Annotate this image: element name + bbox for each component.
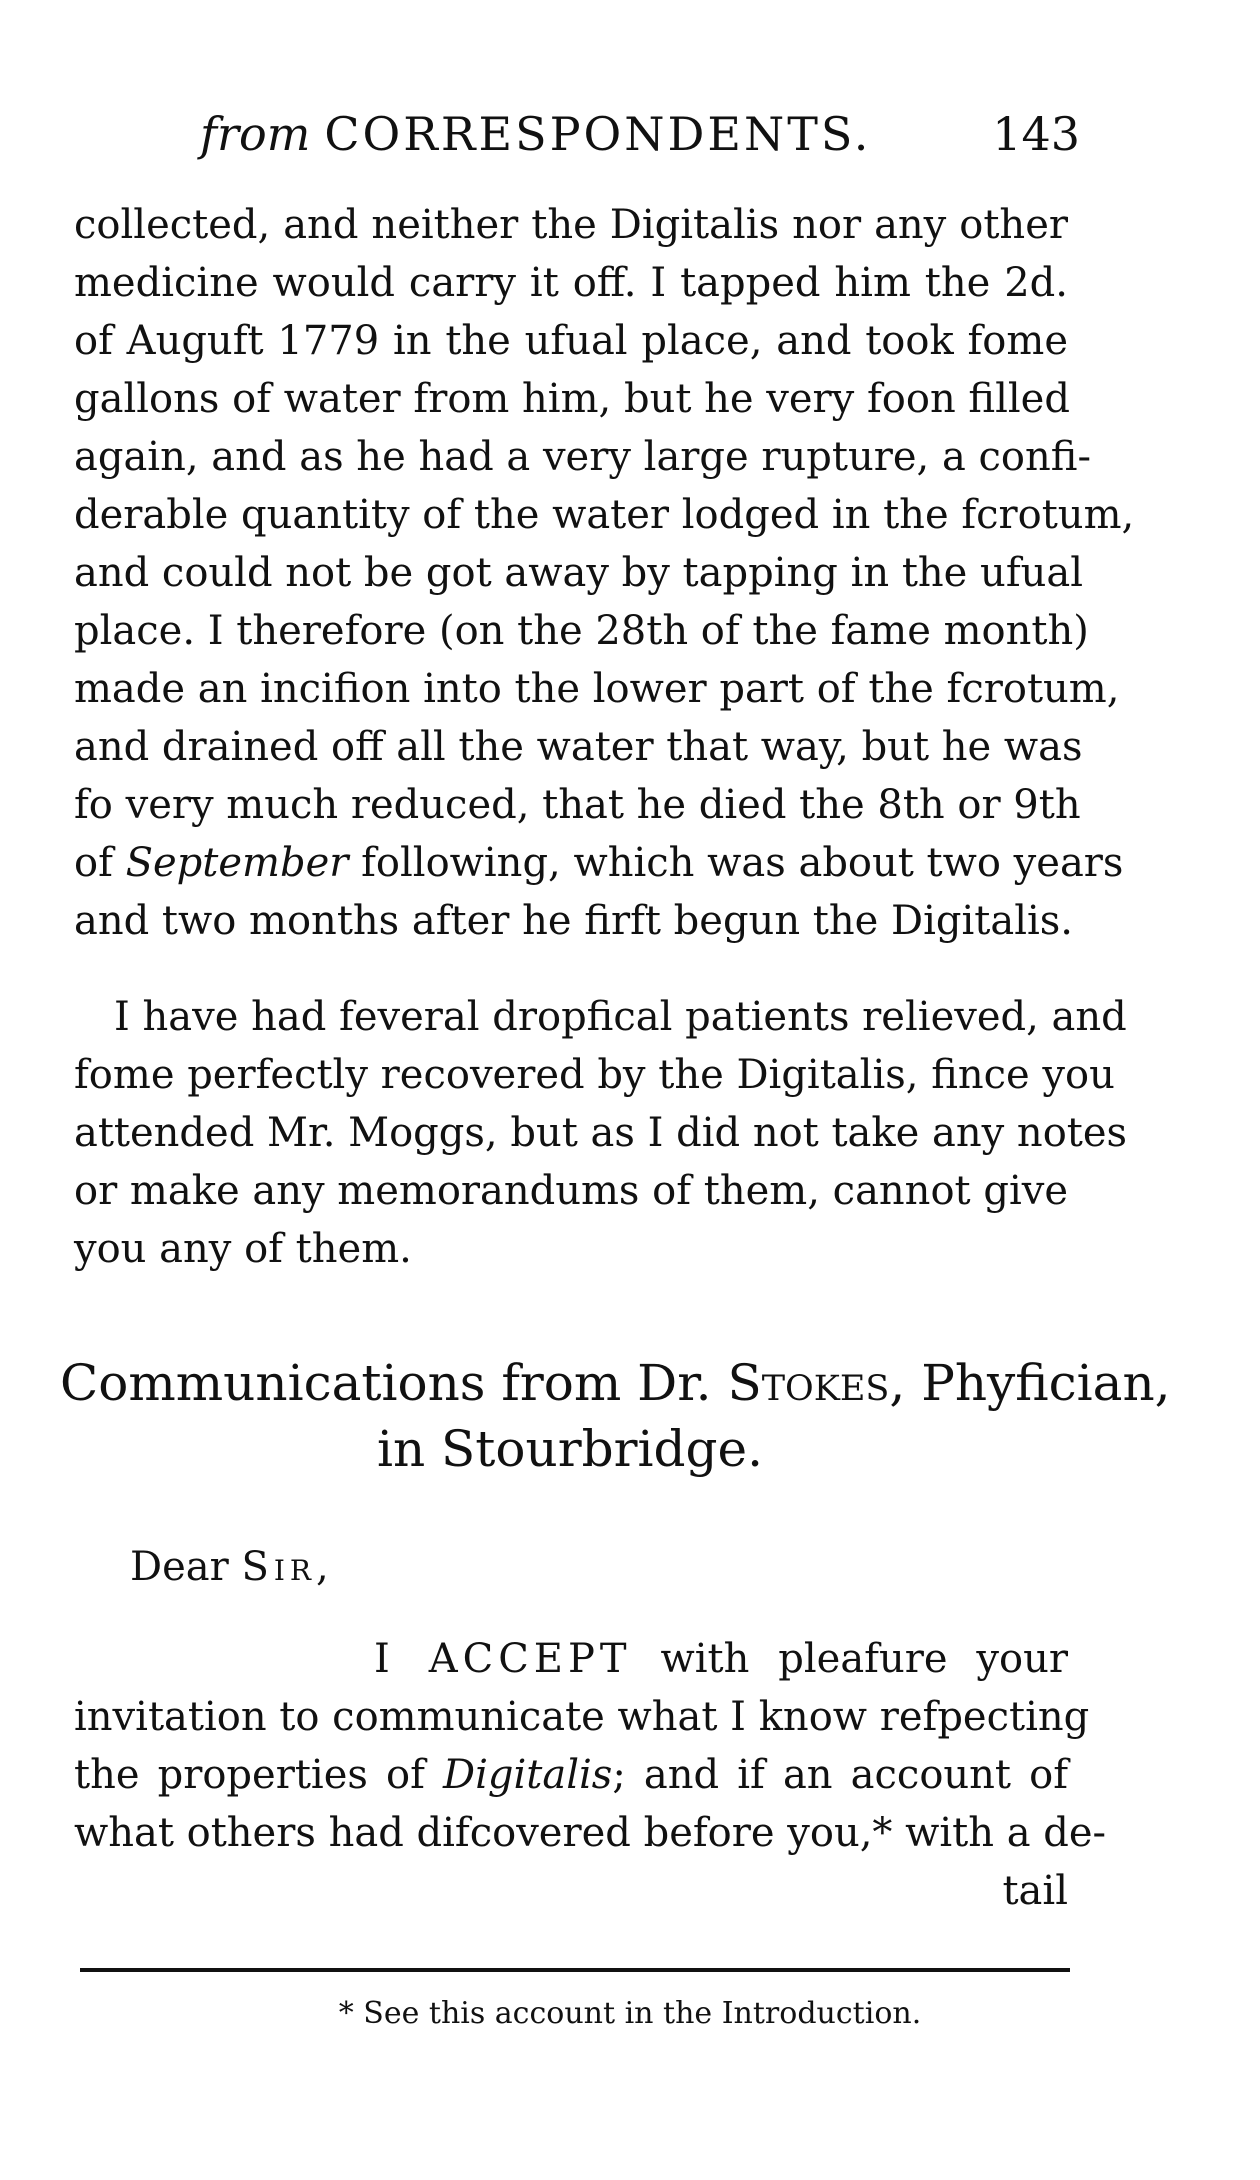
- text-line: gallons of water from him, but he very foon filled: [74, 376, 1070, 422]
- heading-name: Stokes: [727, 1354, 890, 1412]
- text-line: and drained off all the water that way, but he was: [74, 724, 1083, 770]
- text-line: [74, 834, 1124, 892]
- paragraph-dropsical-patients: [74, 988, 1128, 1278]
- paragraph-continued-case: [74, 196, 1135, 950]
- text-line: you any of them.: [74, 1226, 412, 1272]
- text-run: ; and if an account of: [612, 1752, 1068, 1798]
- text-line: what others had difcovered before you,* with a de-: [74, 1810, 1107, 1856]
- heading-line: in Stourbridge.: [376, 1420, 764, 1478]
- text-line: collected, and neither the Digitalis nor any other: [74, 202, 1068, 248]
- heading-run: Communications from Dr.: [60, 1354, 728, 1412]
- heading-line: [60, 1350, 1171, 1416]
- catchword: tail: [1002, 1868, 1068, 1914]
- text-line: of Auguft 1779 in the ufual place, and took fome: [74, 318, 1068, 364]
- text-line: derable quantity of the water lodged in the fcrotum,: [74, 492, 1135, 538]
- text-line: medicine would carry it off. I tapped him the 2d.: [74, 260, 1068, 306]
- text-line: again, and as he had a very large rupture, a confi-: [74, 434, 1091, 480]
- running-head-prefix: from: [200, 107, 311, 161]
- letter-body: [74, 1630, 1107, 1920]
- text-line: [74, 1746, 1068, 1804]
- salutation-sir: Sir: [241, 1544, 316, 1590]
- salutation: [74, 1538, 1068, 1596]
- text-line: invitation to communicate what I know refpecting: [74, 1694, 1090, 1740]
- running-head-title: CORRESPONDENTS.: [324, 107, 872, 161]
- footnote: * See this account in the Introduction.: [338, 1996, 922, 2031]
- salutation-run: ,: [315, 1544, 329, 1590]
- text-line: place. I therefore (on the 28th of the fame month): [74, 608, 1089, 654]
- text-line: and could not be got away by tapping in the ufual: [74, 550, 1084, 596]
- salutation-run: Dear: [130, 1544, 242, 1590]
- italic-month: September: [125, 840, 349, 886]
- text-line: I have had feveral dropfical patients relieved, and: [114, 994, 1127, 1040]
- running-header: [200, 104, 1080, 164]
- text-line: and two months after he firft begun the Digitalis.: [74, 898, 1074, 944]
- text-line: made an incifion into the lower part of the fcrotum,: [74, 666, 1120, 712]
- section-heading: [60, 1350, 1171, 1482]
- letter-opening: I ACCEPT: [374, 1636, 632, 1682]
- text-line: [74, 1630, 1068, 1688]
- salutation-line: [74, 1538, 1068, 1596]
- heading-run: , Phyfician,: [889, 1354, 1171, 1412]
- text-line: fo very much reduced, that he died the 8th or 9th: [74, 782, 1081, 828]
- text-run: of: [74, 840, 126, 886]
- text-line: fome perfectly recovered by the Digitalis, fince you: [74, 1052, 1115, 1098]
- text-run: with pleafure your: [631, 1636, 1068, 1682]
- footnote-rule: [80, 1968, 1070, 1972]
- text-run: the properties of: [74, 1752, 444, 1798]
- text-run: following, which was about two years: [348, 840, 1124, 886]
- page-number: 143: [992, 107, 1080, 161]
- text-line: attended Mr. Moggs, but as I did not take any notes: [74, 1110, 1128, 1156]
- text-line: or make any memorandums of them, cannot give: [74, 1168, 1068, 1214]
- italic-digitalis: Digitalis: [443, 1752, 613, 1798]
